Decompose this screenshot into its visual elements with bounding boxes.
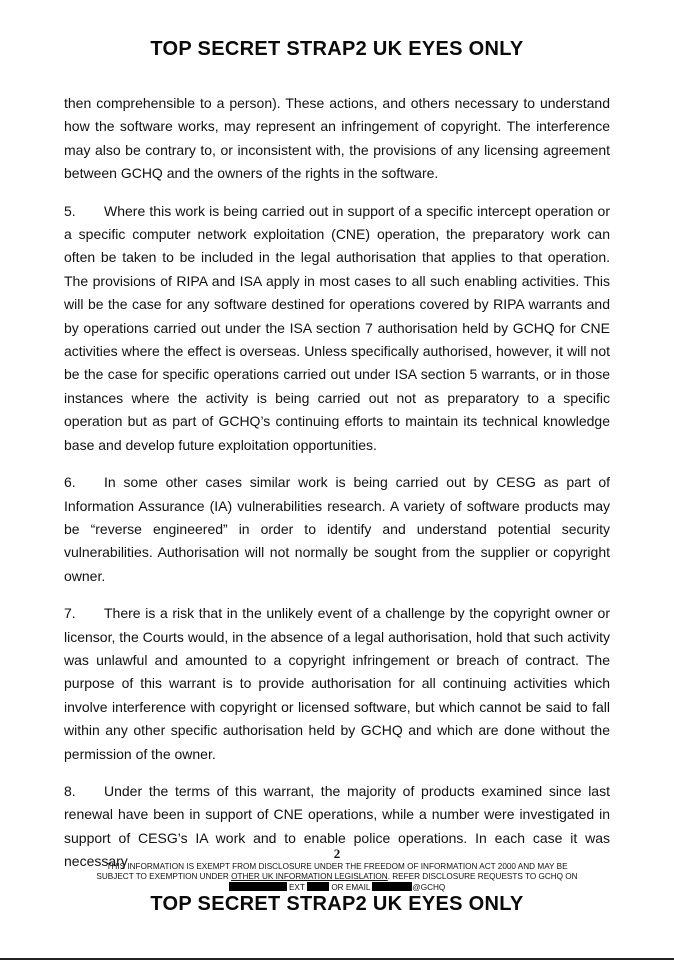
- paragraph-number: 8.: [64, 782, 76, 799]
- disclosure-notice: [0, 862, 674, 893]
- paragraph-number: 6.: [64, 474, 76, 491]
- disclosure-text: . REFER DISCLOSURE REQUESTS TO GCHQ ON: [387, 872, 578, 881]
- paragraph-number: 5.: [64, 202, 76, 219]
- classification-header: TOP SECRET STRAP2 UK EYES ONLY: [150, 38, 524, 60]
- redaction-bar: [372, 882, 412, 891]
- paragraph-text: Where this work is being carried out in support of a specific intercept operation or a specific computer network exploitation (CNE) operation, the preparatory work can often be taken to be included in the legal authorisation that applies to that operation. The provisions of RIPA and ISA apply in most cases to all such enabling activities. This will be the case for any software destined for operations covered by RIPA warrants and by operations carried out under the ISA section 7 authorisation held by GCHQ for CNE activities where the effect is overseas. Unless specifically authorised, however, it will not be the case for specific operations carried out under ISA section 5 warrants, or in those instances where the activity is being carried out not as preparatory to a specific operation but as part of GCHQ’s continuing efforts to maintain its technical knowledge base and develop future exploitation opportunities.: [64, 202, 610, 453]
- classification-footer: TOP SECRET STRAP2 UK EYES ONLY: [150, 893, 524, 915]
- disclosure-line-2: [0, 872, 674, 882]
- paragraph-continuation: then comprehensible to a person). These actions, and others necessary to understand how the software works, may represent an infringement of copyright. The interference may also be contrary to, or inconsistent with, the provisions of any licensing agreement between GCHQ and the owners of the rights in the software.: [64, 95, 610, 182]
- paragraph-7: [64, 602, 610, 766]
- redaction-bar: [229, 882, 287, 891]
- disclosure-line-1: THIS INFORMATION IS EXEMPT FROM DISCLOSURE UNDER THE FREEDOM OF INFORMATION ACT 2000 AND MAY BE: [106, 862, 568, 871]
- document-body: [64, 92, 610, 888]
- disclosure-text: SUBJECT TO EXEMPTION UNDER: [96, 872, 232, 881]
- paragraph-number: 7.: [64, 605, 76, 622]
- email-suffix: @GCHQ: [412, 883, 446, 892]
- ext-label: EXT: [288, 883, 305, 892]
- disclosure-line-3: [0, 882, 674, 893]
- paragraph-5: [64, 200, 610, 457]
- paragraph-text: There is a risk that in the unlikely event of a challenge by the copyright owner or licensor, the Courts would, in the absence of a legal authorisation, hold that such activity was unlawful and amounted to a copyright infringement or breach of contract. The purpose of this warrant is to provide authorisation for all continuing activities which involve interference with copyright or licensed software, but which cannot be said to fall within any other specific authorisation held by GCHQ and which are done without the permission of the owner.: [64, 605, 610, 762]
- page-number: 2: [333, 846, 341, 861]
- paragraph-text: Under the terms of this warrant, the majority of products examined since last renewal have been in support of CNE operations, while a number were investigated in support of CESG’s IA work and to enable police operations. In each case it was necessary: [64, 782, 610, 870]
- paragraph-text: In some other cases similar work is being carried out by CESG as part of Information Assurance (IA) vulnerabilities research. A variety of software products may be “reverse engineered” in order to identify and understand potential security vulnerabilities. Authorisation will not normally be sought from the supplier or copyright owner.: [64, 474, 610, 584]
- paragraph-6: [64, 471, 610, 588]
- legislation-text: OTHER UK INFORMATION LEGISLATION: [231, 872, 388, 881]
- email-label: OR EMAIL: [331, 883, 371, 892]
- redaction-bar: [307, 882, 329, 891]
